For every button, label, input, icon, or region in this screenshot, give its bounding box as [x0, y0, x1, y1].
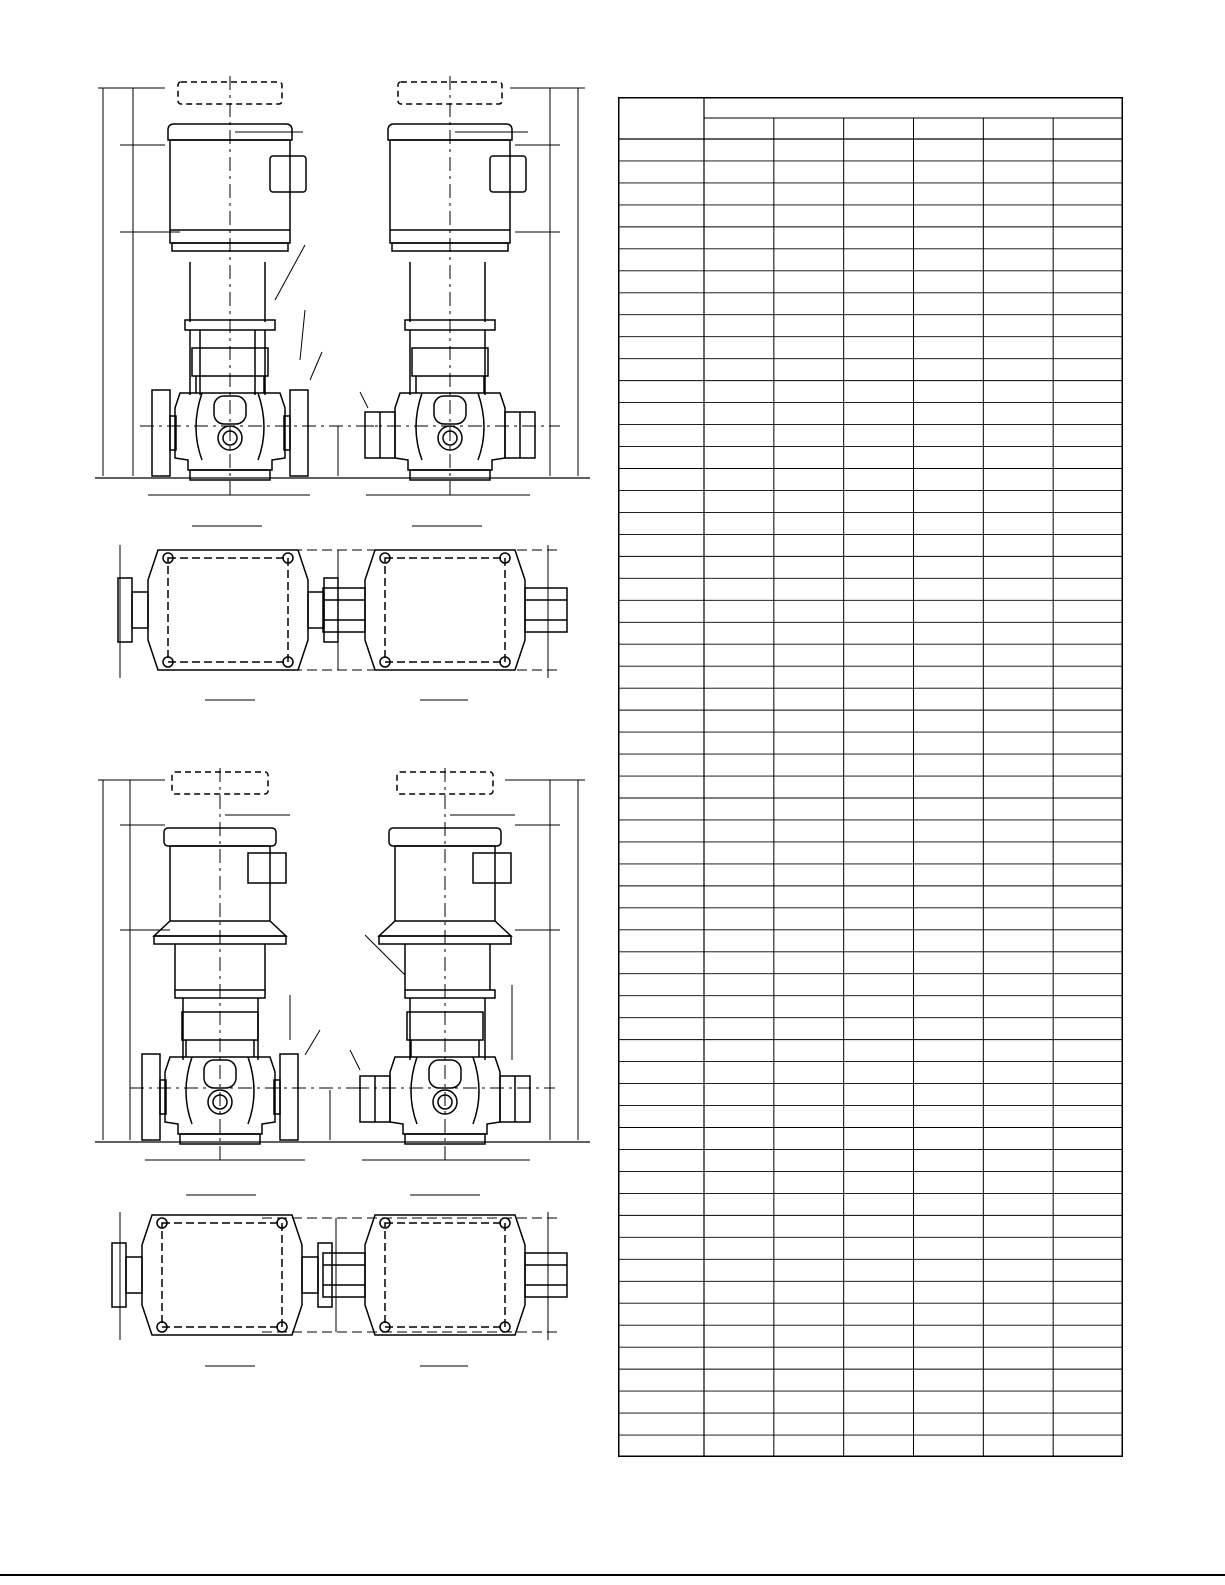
elevation-flanged-small-motor [130, 768, 360, 1165]
table-border [619, 98, 1123, 1457]
plan-grooved-small-motor [262, 1195, 567, 1366]
dimension-table [618, 97, 1123, 1457]
footer-rule [0, 1574, 1225, 1576]
elevation-grooved-large-motor [360, 76, 560, 500]
plan-flanged-small-motor [112, 1195, 332, 1366]
plan-flanged-large-motor [118, 526, 338, 700]
elevation-flanged-large-motor [140, 76, 380, 500]
pump-dimension-drawings [0, 0, 610, 1585]
elevation-grooved-small-motor [355, 768, 555, 1165]
